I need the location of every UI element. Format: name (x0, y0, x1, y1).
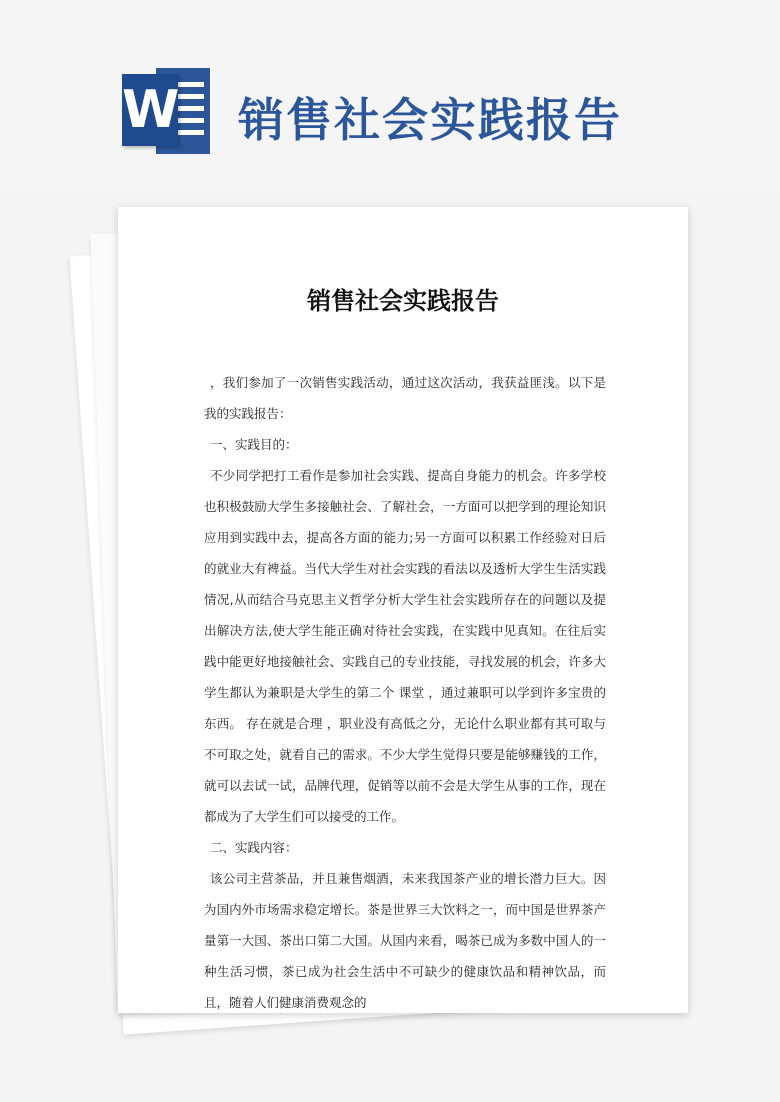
banner-title: 销售社会实践报告 (238, 93, 622, 147)
section-heading-purpose: 一、实践目的： (210, 437, 298, 452)
word-icon-letter: W (122, 74, 178, 146)
section-heading-content: 二、实践内容： (210, 840, 298, 855)
document-title: 销售社会实践报告 (307, 287, 499, 315)
content-paragraph: 该公司主营茶品，并且兼售烟酒，未来我国茶产业的增长潜力巨大。因为国内外市场需求稳定增长。茶是世界三大饮料之一，而中国是世界茶产量第一大国、茶出口第二大国。从国内来看，喝茶已成为多数中国人的一种生活习惯，茶已成为社会生活中不可缺少的健康饮品和精神饮品，而且，随着人们健康消费观念的 (204, 871, 606, 1010)
word-document-icon (122, 68, 210, 154)
purpose-paragraph: 不少同学把打工看作是参加社会实践、提高自身能力的机会。许多学校也积极鼓励大学生多接触社会、了解社会，一方面可以把学到的理论知识应用到实践中去，提高各方面的能力;另一方面可以积累工作经验对日后的就业大有裨益。当代大学生对社会实践的看法以及透析大学生生活实践情况,从而结合马克思主义哲学分析大学生社会实践所存在的问题以及提出解决方法,使大学生能正确对待社会实践，在实践中见真知。在往后实践中能更好地接触社会、实践自己的专业技能，寻找发展的机会，许多大学生都认为兼职是大学生的第二个 课堂 ，通过兼职可以学到许多宝贵的东西。 存在就是合理 ，职业没有高低之分，无论什么职业都有其可取与不可取之处，就看自己的需求。不少大学生觉得只要是能够赚钱的工作，就可以去试一试，品牌代理，促销等以前不会是大学生从事的工作，现在都成为了大学生们可以接受的工作。 (204, 468, 606, 824)
document-page (118, 207, 688, 1013)
banner-header (0, 0, 780, 190)
document-body (204, 367, 606, 1013)
intro-paragraph: ，我们参加了一次销售实践活动，通过这次活动，我获益匪浅。以下是我的实践报告： (204, 375, 606, 421)
